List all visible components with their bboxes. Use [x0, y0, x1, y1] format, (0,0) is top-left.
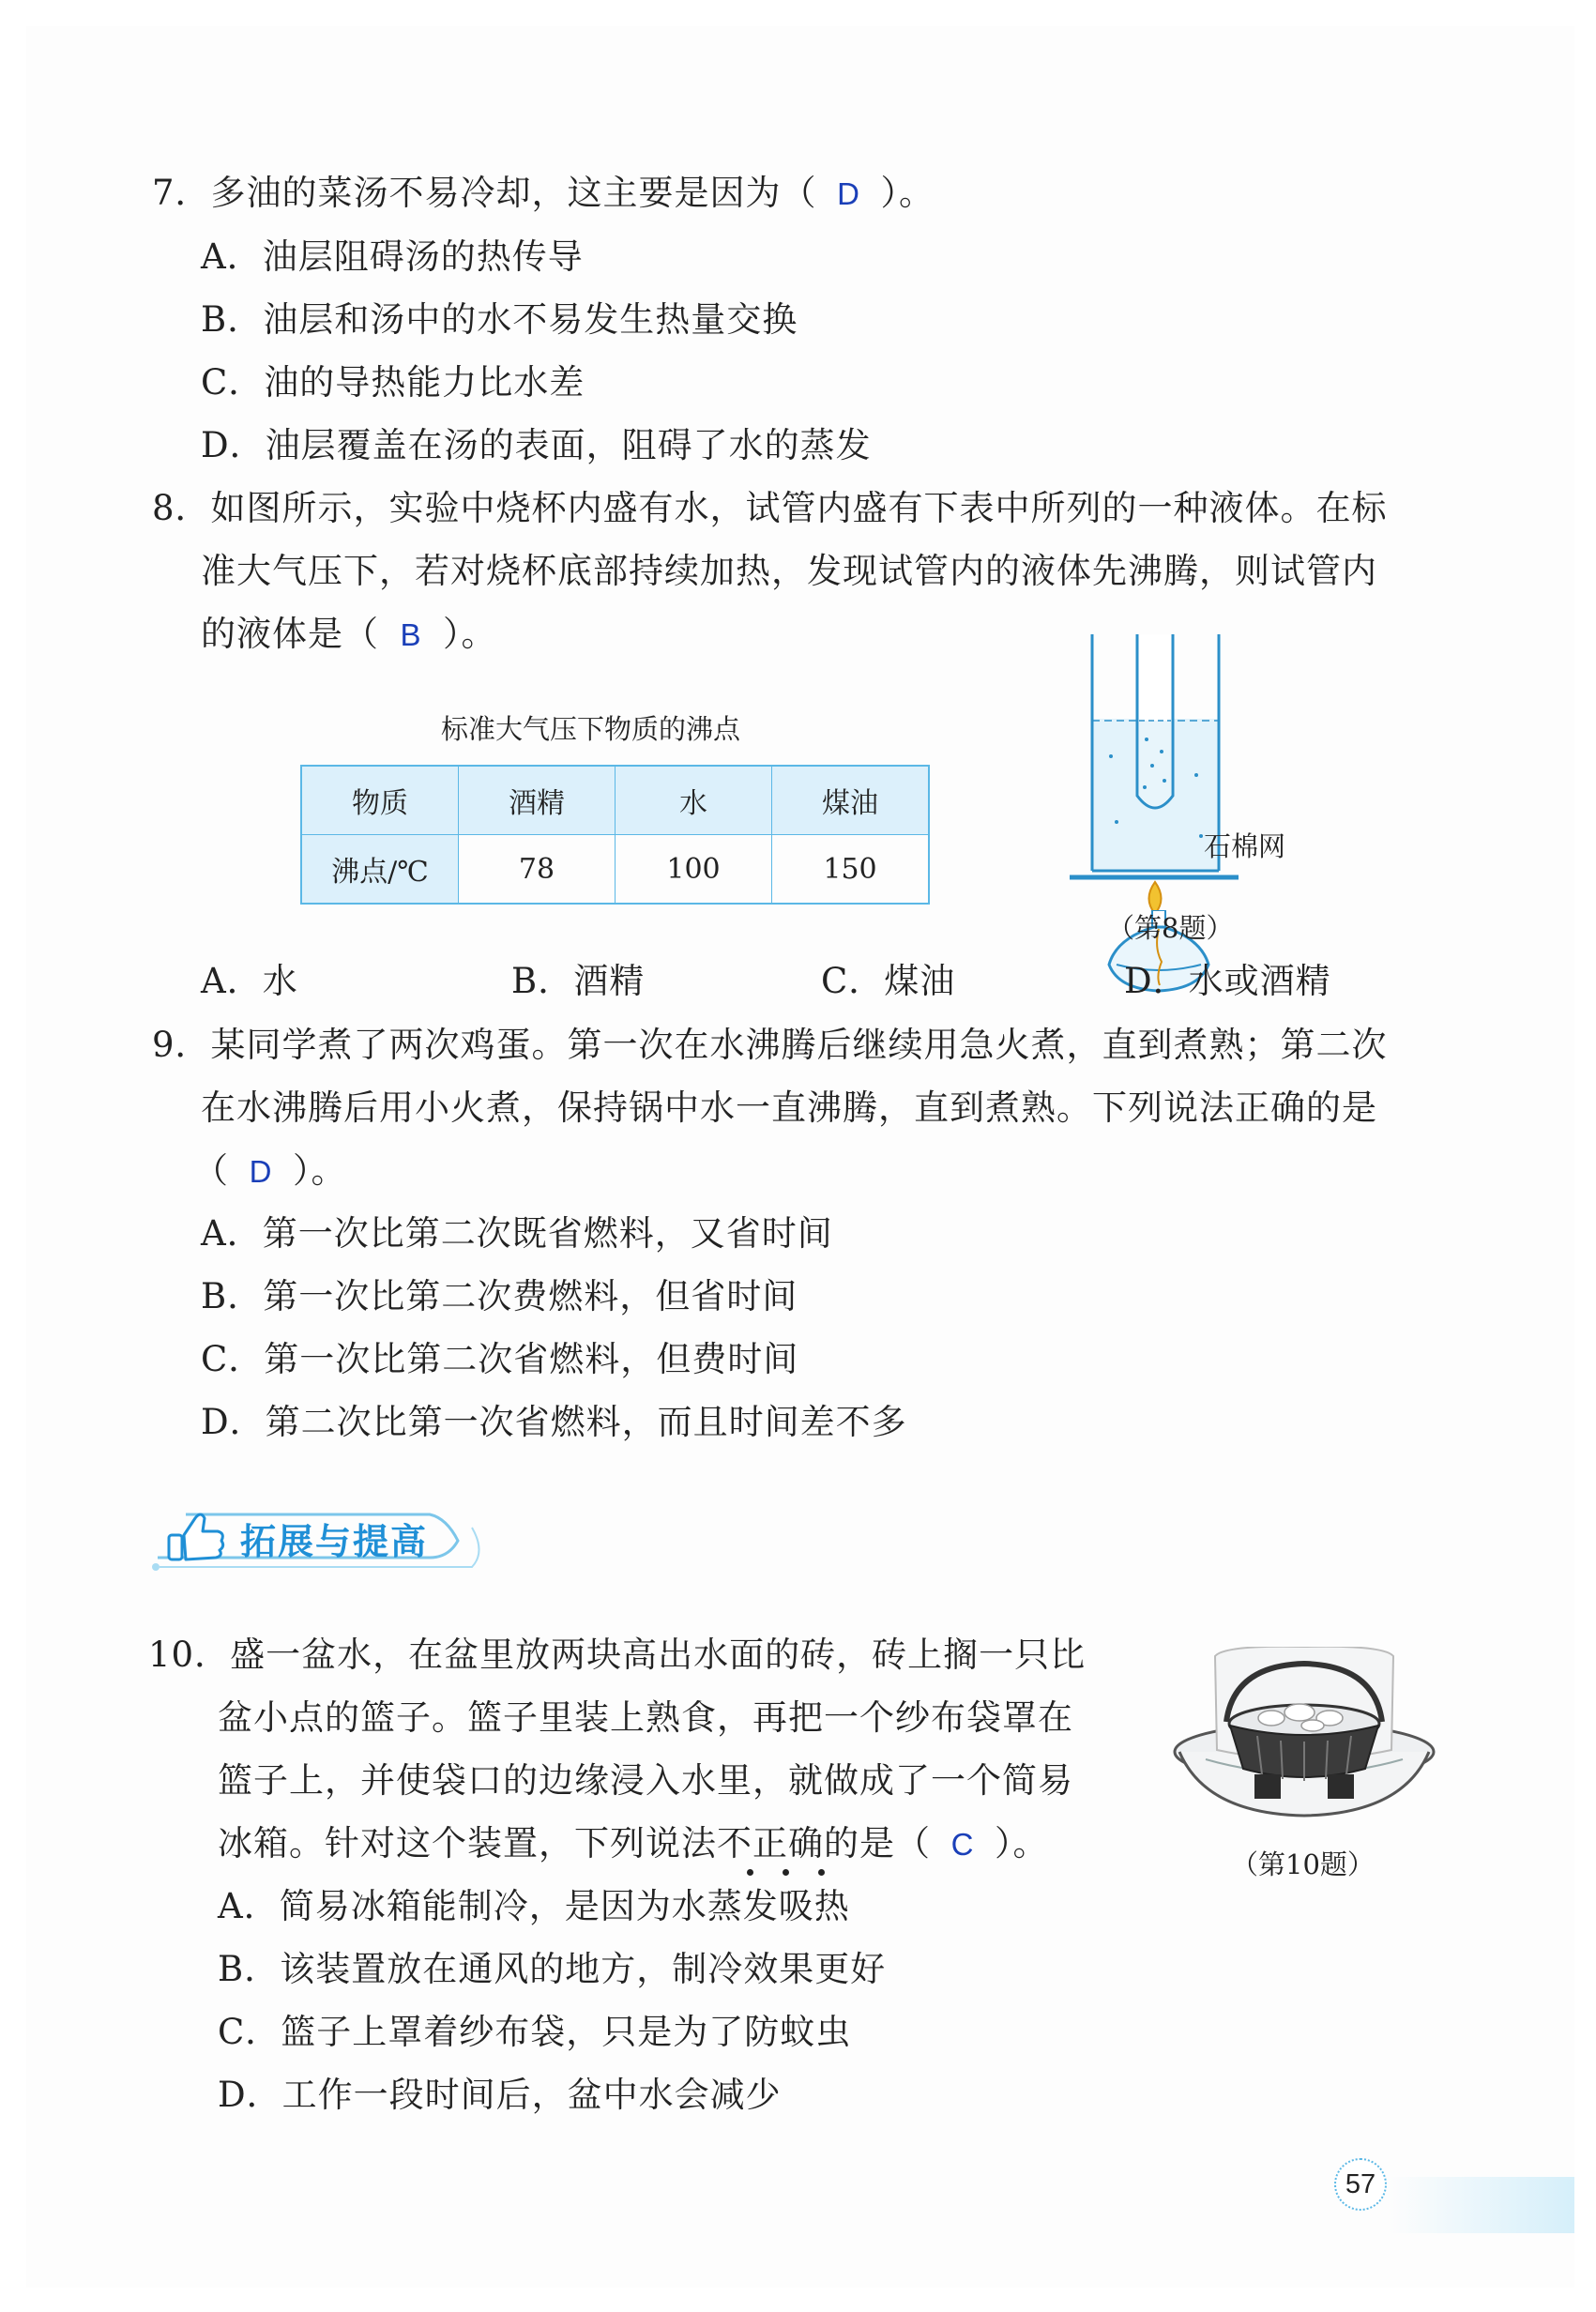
q7-stem-end: ）。 [880, 173, 935, 213]
q10-line4 [218, 1821, 1049, 1867]
q10-option-b: B．该装置放在通风的地方，制冷效果更好 [218, 1949, 887, 1989]
page-number: 57 [1334, 2158, 1387, 2211]
q9-answer: D [249, 1154, 273, 1189]
table-row [301, 835, 929, 905]
q9-option-a: A．第一次比第二次既省燃料，又省时间 [201, 1213, 833, 1254]
q10-line2: 盆小点的篮子。篮子里装上熟食，再把一个纱布袋罩在 [218, 1697, 1073, 1738]
table-cell: 沸点/℃ [301, 835, 459, 905]
q8-line3-end: ）。 [443, 614, 497, 654]
q9-option-d: D．第二次比第一次省燃料，而且时间差不多 [201, 1402, 907, 1442]
q8-table-title: 标准大气压下物质的沸点 [441, 715, 741, 745]
q10-option-a: A．简易冰箱能制冷，是因为水蒸发吸热 [218, 1886, 850, 1926]
simple-fridge-figure [1168, 1647, 1440, 1825]
q8-option-c: C．煤油 [821, 961, 956, 1001]
footer-stripe [1389, 2177, 1574, 2233]
table-header-row [301, 766, 929, 835]
table-header-cell: 酒精 [459, 766, 616, 835]
q7-option-c: C．油的导热能力比水差 [201, 362, 585, 403]
q8-line2: 准大气压下，若对烧杯底部持续加热，发现试管内的液体先沸腾，则试管内 [201, 551, 1377, 591]
q7-stem [152, 171, 935, 217]
q8-line3-text: 的液体是（ [201, 614, 379, 654]
q9-option-c: C．第一次比第二次省燃料，但费时间 [201, 1339, 799, 1379]
q9-line2: 在水沸腾后用小火煮，保持锅中水一直沸腾，直到煮熟。下列说法正确的是 [201, 1088, 1377, 1128]
q9-line1: 9．某同学煮了两次鸡蛋。第一次在水沸腾后继续用急火煮，直到煮熟；第二次 [152, 1025, 1388, 1065]
q9-line3-end: ）。 [293, 1150, 347, 1191]
q8-option-a: A．水 [201, 961, 298, 1001]
q7-stem-text: 7．多油的菜汤不易冷却，这主要是因为（ [152, 173, 817, 213]
q10-line1: 10．盛一盆水，在盆里放两块高出水面的砖，砖上搁一只比 [148, 1635, 1087, 1675]
q7-option-d: D．油层覆盖在汤的表面，阻碍了水的蒸发 [201, 425, 872, 465]
table-header-cell: 水 [616, 766, 772, 835]
boiling-point-table [300, 765, 930, 905]
section-title: 拓展与提高 [240, 1521, 429, 1562]
q10-line4-end: ）。 [995, 1823, 1049, 1863]
table-cell: 100 [616, 835, 772, 905]
q9-line3-text: （ [193, 1150, 229, 1191]
q7-option-a: A．油层阻碍汤的热传导 [201, 236, 584, 277]
q9-option-b: B．第一次比第二次费燃料，但省时间 [201, 1276, 798, 1316]
q8-option-d: D．水或酒精 [1124, 961, 1331, 1001]
beaker-testtube-figure [1051, 634, 1332, 916]
emphasis-dot [783, 1869, 789, 1876]
emphasis-dot [747, 1869, 753, 1876]
thumbs-up-icon [169, 1514, 223, 1559]
q10-line4-text: 冰箱。针对这个装置，下列说法不正确的是（ [218, 1823, 931, 1863]
q7-option-b: B．油层和汤中的水不易发生热量交换 [201, 299, 798, 340]
q9-line3 [193, 1148, 347, 1194]
q10-figure-caption: （第10题） [1231, 1848, 1375, 1880]
q8-line1: 8．如图所示，实验中烧杯内盛有水，试管内盛有下表中所列的一种液体。在标 [152, 488, 1388, 528]
q8-answer: B [400, 617, 422, 652]
table-header-cell: 物质 [301, 766, 459, 835]
q10-option-d: D．工作一段时间后，盆中水会减少 [218, 2075, 782, 2115]
emphasis-dot [818, 1869, 825, 1876]
q7-answer: D [837, 176, 860, 211]
q10-option-c: C．篮子上罩着纱布袋，只是为了防蚊虫 [218, 2012, 852, 2052]
table-cell: 78 [459, 835, 616, 905]
table-header-cell: 煤油 [772, 766, 930, 835]
q10-line3: 篮子上，并使袋口的边缘浸入水里，就做成了一个简易 [218, 1760, 1073, 1801]
q10-answer: C [950, 1827, 975, 1862]
q8-figure-caption: （第8题） [1107, 912, 1234, 944]
gauze-label: 石棉网 [1204, 830, 1286, 862]
q8-line3 [201, 612, 497, 658]
q8-option-b: B．酒精 [511, 961, 646, 1001]
table-cell: 150 [772, 835, 930, 905]
